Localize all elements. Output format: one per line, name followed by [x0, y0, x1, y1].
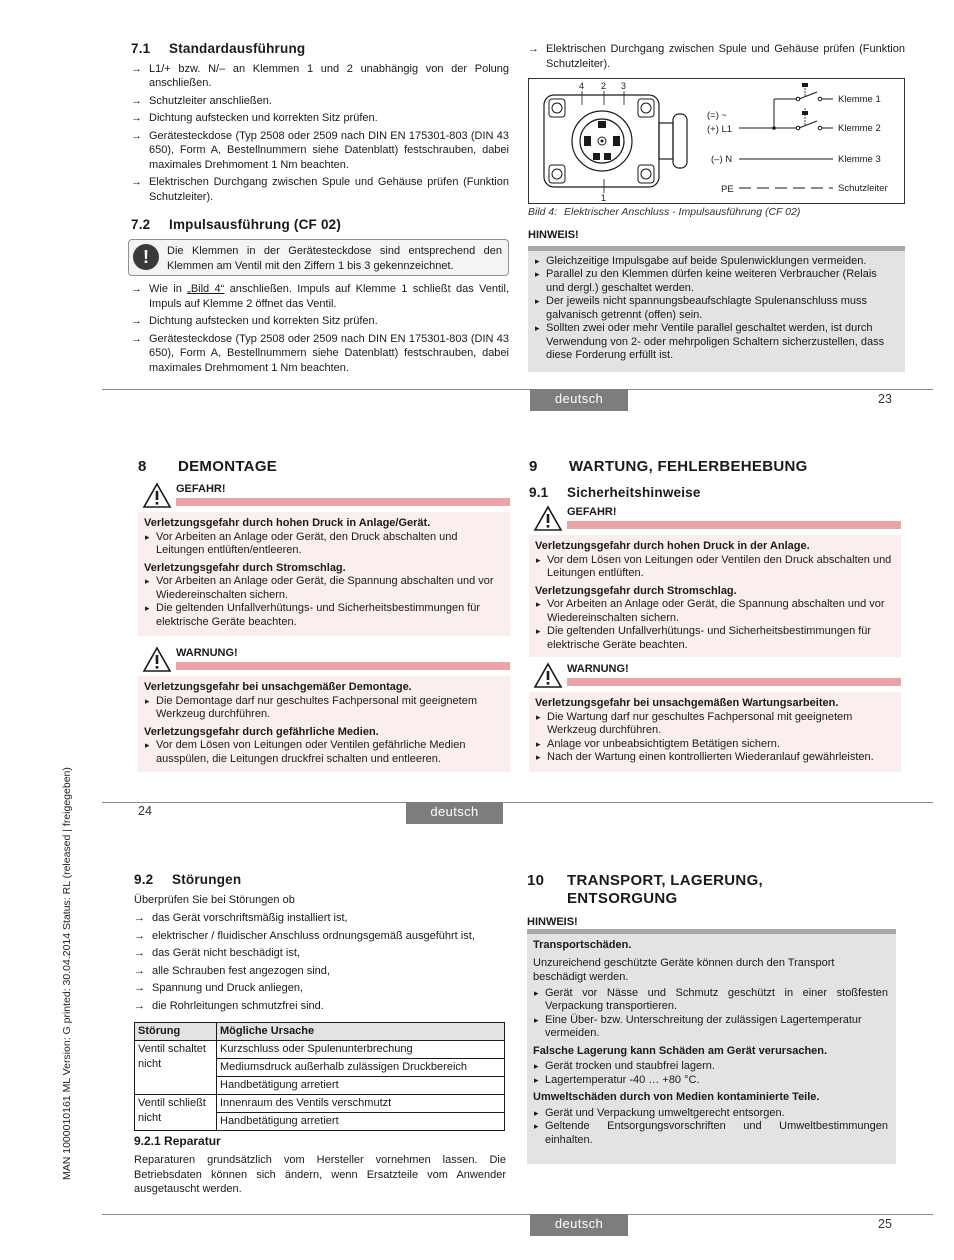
- footer-line-25: [102, 1214, 933, 1215]
- hinweis-label: HINWEIS!: [528, 229, 579, 241]
- language-tab-25: deutsch: [530, 1214, 628, 1236]
- label-klemme-2: Klemme 2: [838, 123, 881, 134]
- pin-label-3: 3: [621, 81, 627, 91]
- footer-line-23: [102, 389, 933, 390]
- warning-triangle-icon: [142, 482, 172, 509]
- warnung-box-9: [529, 662, 901, 772]
- label-pe: PE: [721, 184, 734, 195]
- hazard-heading: Transportschäden.: [533, 939, 632, 951]
- gefahr-label: GEFAHR!: [567, 506, 617, 518]
- figure-caption: [528, 205, 905, 220]
- list-7-2: [131, 282, 509, 378]
- warning-triangle-icon: [142, 646, 172, 673]
- list-item: ▸ Vor Arbeiten an Anlage oder Gerät, die Spannung abschalten und vor Wiedereinschalten sichern.: [535, 598, 895, 625]
- list-item: → Elektrischen Durchgang zwischen Spule und Gehäuse prüfen (Funktion Schutzleiter).: [131, 175, 509, 204]
- list-item: ▸ Gerät und Verpackung umweltgerecht entsorgen.: [533, 1107, 888, 1121]
- list-item: ▸ Nach der Wartung einen kontrollierten Wiederanlauf gewährleisten.: [535, 751, 895, 765]
- transport-text: Unzureichend geschützte Geräte können durch den Transport beschädigt werden.: [533, 956, 835, 983]
- language-tab-23: deutsch: [530, 389, 628, 411]
- wiring-diagram-svg: [529, 79, 904, 203]
- label-schutzleiter: Schutzleiter: [838, 183, 888, 194]
- page-number-25: 25: [878, 1217, 892, 1231]
- pin-4: [584, 136, 591, 146]
- list-item: → das Gerät nicht beschädigt ist,: [134, 946, 506, 961]
- list-item: ▸ Sollten zwei oder mehr Ventile parallel geschaltet werden, ist durch Verwendung von 2- oder mehrpoligen Schaltern sicherzustellen, dass diese Forderung erfüllt ist.: [534, 322, 897, 363]
- language-tab-24: deutsch: [406, 802, 503, 824]
- connector-gland: [659, 123, 673, 159]
- list-item: ▸ Die geltenden Unfallverhütungs- und Sicherheitsbestimmungen für elektrische Geräte beachten.: [144, 602, 504, 629]
- list-item: → L1/+ bzw. N/– an Klemmen 1 und 2 unabhängig von der Polung anschließen.: [131, 62, 509, 91]
- bild-4-link[interactable]: „Bild 4“: [187, 283, 225, 295]
- caption-num: Bild 4:: [528, 206, 558, 218]
- list-item: → elektrischer / fluidischer Anschluss ordnungsgemäß ausgeführt ist,: [134, 929, 506, 944]
- list-item: → alle Schrauben fest angezogen sind,: [134, 964, 506, 979]
- screw-bottom-left: [549, 165, 565, 183]
- hazard-heading: Verletzungsgefahr bei unsachgemäßer Demontage.: [144, 681, 412, 693]
- screw-bottom-right: [638, 165, 654, 183]
- list-item: ▸ Vor dem Lösen von Leitungen oder Ventilen gefährliche Medien ausspülen, die Leitungen druckfrei schalten und entleeren.: [144, 739, 504, 766]
- note-text: Die Klemmen in der Gerätesteckdose sind entsprechend den Klemmen am Ventil mit den Ziffern 1 bis 3 gekennzeichnet.: [167, 245, 502, 272]
- list-item: → Gerätesteckdose (Typ 2508 oder 2509 nach DIN EN 175301-803 (DIN 43 650), Form A, Bestellnummern siehe Datenblatt) festschrauben, dabei maximales Drehmoment 1 Nm beachten.: [131, 332, 509, 376]
- list-item: ▸ Die Demontage darf nur geschultes Fachpersonal mit geeignetem Werkzeug durchführen.: [144, 695, 504, 722]
- list-right-23: [528, 42, 905, 74]
- cable-outlet: [673, 114, 687, 168]
- warnung-label: WARNUNG!: [567, 663, 629, 675]
- list-item: ▸ Die geltenden Unfallverhütungs- und Sicherheitsbestimmungen für elektrische Geräte beachten.: [535, 625, 895, 652]
- section-title-9: 9 WARTUNG, FEHLERBEHEBUNG: [529, 458, 808, 475]
- fault-table: [134, 1022, 505, 1131]
- warning-triangle-icon: [533, 505, 563, 532]
- hazard-heading: Verletzungsgefahr durch hohen Druck in Anlage/Gerät.: [144, 517, 431, 529]
- section-7-2: [131, 218, 509, 233]
- list-item: ▸ Vor dem Lösen von Leitungen oder Ventilen den Druck abschalten und Leitungen entlüften.: [535, 554, 895, 581]
- table-cell: Kurzschluss oder Spulenunterbrechung: [217, 1041, 505, 1059]
- table-cell: Handbetätigung arretiert: [217, 1077, 505, 1095]
- label-klemme-1: Klemme 1: [838, 94, 881, 105]
- table-cell: Mediumsdruck außerhalb zulässigen Druckbereich: [217, 1059, 505, 1077]
- table-cell: Ventil schließt nicht: [135, 1095, 217, 1131]
- gefahr-box-8: [138, 482, 510, 636]
- gefahr-box-9: [529, 505, 901, 657]
- list-item: → Gerätesteckdose (Typ 2508 oder 2509 nach DIN EN 175301-803 (DIN 43 650), Form A, Bestellnummern siehe Datenblatt) festschrauben, dabei maximales Drehmoment 1 Nm beachten.: [131, 129, 509, 173]
- repair-text: Reparaturen grundsätzlich vom Hersteller vornehmen lassen. Die Betriebsdaten können sich ändern, wenn Ersatzteile vom Anwender ausgetauscht werden.: [134, 1154, 506, 1195]
- list-item: ▸ Parallel zu den Klemmen dürfen keine weiteren Verbraucher (Relais und dergl.) geschaltet werden.: [534, 268, 897, 295]
- list-item: ▸ Anlage vor unbeabsichtigtem Betätigen sichern.: [535, 738, 895, 752]
- list-item: → Wie in „Bild 4“ anschließen. Impuls auf Klemme 1 schließt das Ventil, Impuls auf Klemme 2 öffnet das Ventil.: [131, 282, 509, 311]
- list-item: → Elektrischen Durchgang zwischen Spule und Gehäuse prüfen (Funktion Schutzleiter).: [528, 42, 905, 71]
- side-print-info: MAN 1000010161 ML Version: G printed: 30.04.2014 Status: RL (released | freigegeben): [61, 767, 73, 1180]
- section-title-9-2-1: 9.2.1 Reparatur: [134, 1134, 221, 1148]
- hinweis-box: [528, 246, 905, 372]
- list-7-1: [131, 62, 509, 205]
- list-item: → Spannung und Druck anliegen,: [134, 981, 506, 996]
- list-item: ▸ Gerät trocken und staubfrei lagern.: [533, 1060, 888, 1074]
- hazard-heading: Verletzungsgefahr durch hohen Druck in der Anlage.: [535, 540, 810, 552]
- list-item: ▸ Eine Über- bzw. Unterschreitung der zulässigen Lagertemperatur vermeiden.: [533, 1014, 888, 1041]
- list-item: ▸ Gerät vor Nässe und Schmutz geschützt in einer stoßfesten Verpackung transportieren.: [533, 987, 888, 1014]
- table-row: [135, 1041, 505, 1059]
- pin-3: [613, 136, 620, 146]
- warnung-label: WARNUNG!: [176, 647, 238, 659]
- section-title-9-2: 9.2 Störungen: [134, 872, 242, 887]
- hazard-heading: Verletzungsgefahr durch gefährliche Medien.: [144, 725, 379, 738]
- list-item: ▸ Vor Arbeiten an Anlage oder Gerät, die Spannung abschalten und vor Wiedereinschalten sichern.: [144, 575, 504, 602]
- hinweis-label-25: HINWEIS!: [527, 916, 578, 928]
- pin-label-2: 2: [601, 81, 607, 91]
- pin-label-4: 4: [579, 81, 585, 91]
- hazard-heading: Verletzungsgefahr bei unsachgemäßen Wartungsarbeiten.: [535, 697, 839, 709]
- footer-line-24: [102, 802, 933, 803]
- table-header: Mögliche Ursache: [217, 1023, 505, 1041]
- section-title-9-1: 9.1 Sicherheitshinweise: [529, 485, 701, 500]
- list-item: ▸ Die Wartung darf nur geschultes Fachpersonal mit geeignetem Werkzeug durchführen.: [535, 711, 895, 738]
- caption-text: Elektrischer Anschluss - Impulsausführung (CF 02): [564, 206, 801, 218]
- section-title-8: 8 DEMONTAGE: [138, 458, 278, 475]
- list-item: ▸ Vor Arbeiten an Anlage oder Gerät, den Druck abschalten und Leitungen entlüften/entleeren.: [144, 531, 504, 558]
- screw-top-right: [638, 99, 654, 117]
- label-klemme-3: Klemme 3: [838, 154, 881, 165]
- list-item: → die Rohrleitungen schmutzfrei sind.: [134, 999, 506, 1014]
- pin-2: [598, 121, 606, 128]
- warning-triangle-icon: [533, 662, 563, 689]
- section-7-1: [131, 42, 509, 207]
- pin-1a: [593, 153, 600, 160]
- pin-label-1: 1: [601, 193, 607, 203]
- list-item: ▸ Der jeweils nicht spannungsbeaufschlagte Spulenanschluss muss galvanisch getrennt (offen) sein.: [534, 295, 897, 322]
- note-box-7-2: [128, 239, 509, 276]
- table-cell: Ventil schaltet nicht: [135, 1041, 217, 1095]
- screw-top-left: [549, 99, 565, 117]
- table-header: Störung: [135, 1023, 217, 1041]
- label-l1: (+) L1: [707, 124, 733, 135]
- list-item: → Schutzleiter anschließen.: [131, 94, 509, 109]
- gefahr-label: GEFAHR!: [176, 483, 226, 495]
- list-item: → Dichtung aufstecken und korrekten Sitz prüfen.: [131, 111, 509, 126]
- intro-text: Überprüfen Sie bei Störungen ob: [134, 894, 295, 906]
- hinweis-23: [528, 228, 905, 372]
- table-row: [135, 1095, 505, 1113]
- hazard-heading: Umweltschäden durch von Medien kontaminierte Teile.: [533, 1091, 820, 1103]
- hazard-heading: Verletzungsgefahr durch Stromschlag.: [144, 561, 346, 574]
- list-item: ▸ Gleichzeitige Impulsgabe auf beide Spulenwicklungen vermeiden.: [534, 255, 897, 269]
- table-cell: Handbetätigung arretiert: [217, 1113, 505, 1131]
- list-item: → Dichtung aufstecken und korrekten Sitz prüfen.: [131, 314, 509, 329]
- wiring-diagram: [528, 78, 905, 204]
- table-header-row: [135, 1023, 505, 1041]
- table-cell: Innenraum des Ventils verschmutzt: [217, 1095, 505, 1113]
- list-item: ▸ Lagertemperatur -40 … +80 °C.: [533, 1074, 888, 1088]
- hazard-heading: Falsche Lagerung kann Schäden am Gerät verursachen.: [533, 1044, 828, 1057]
- pin-1b: [604, 153, 611, 160]
- section-title-7-1: 7.1 Standardausführung: [131, 41, 306, 56]
- label-n: (–) N: [711, 154, 733, 165]
- list-item: → das Gerät vorschriftsmäßig installiert ist,: [134, 911, 506, 926]
- section-title-7-2: 7.2 Impulsausführung (CF 02): [131, 217, 342, 232]
- exclamation-icon: !: [133, 244, 159, 270]
- page-number-23: 23: [878, 392, 892, 406]
- page-number-24: 24: [138, 804, 152, 818]
- check-list: [134, 911, 506, 1016]
- hinweis-box-25: [527, 929, 896, 1164]
- warnung-box-8: [138, 646, 510, 772]
- section-title-10: 10 TRANSPORT, LAGERUNG, ENTSORGUNG: [527, 872, 764, 907]
- list-item: ▸ Geltende Entsorgungsvorschriften und Umweltbestimmungen einhalten.: [533, 1120, 888, 1147]
- hazard-heading: Verletzungsgefahr durch Stromschlag.: [535, 584, 737, 597]
- label-ac: (=) ~: [707, 110, 728, 121]
